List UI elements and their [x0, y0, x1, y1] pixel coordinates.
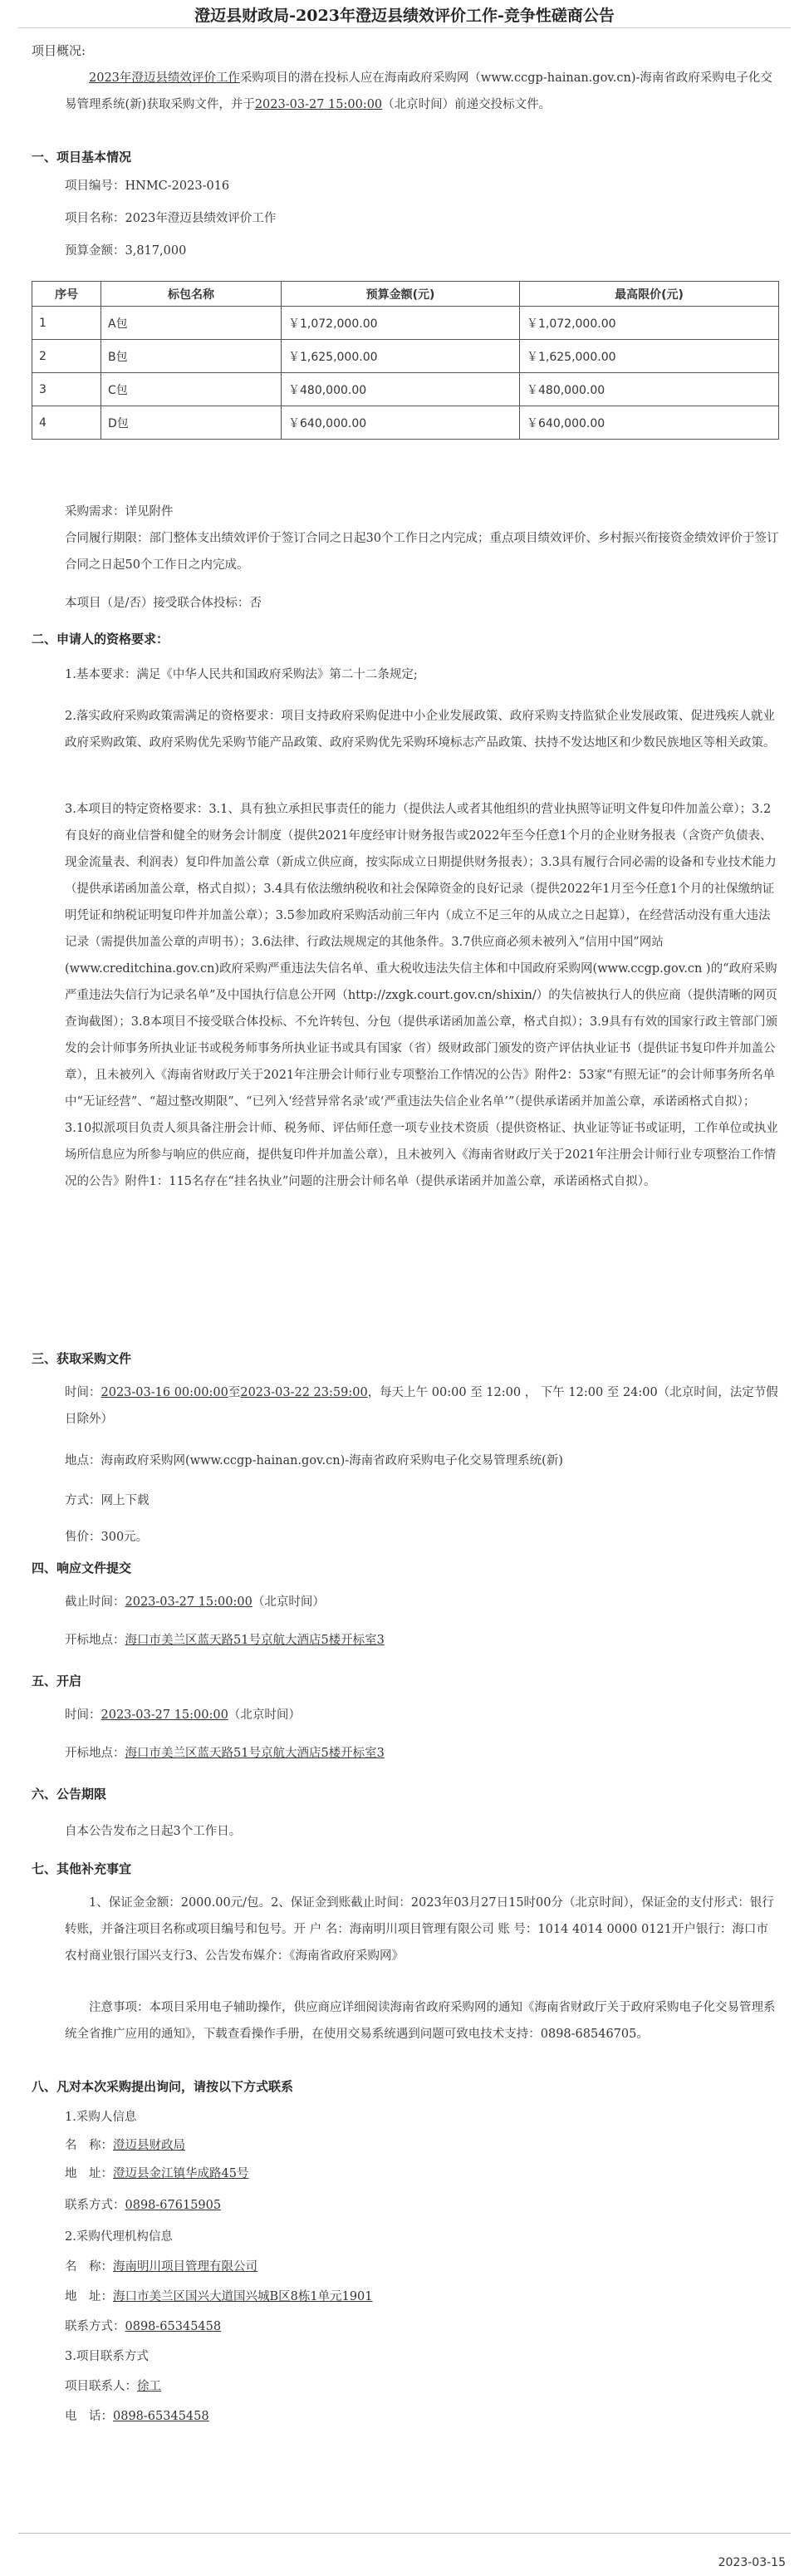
budget-amount: 预算金额：3,817,000: [65, 244, 187, 258]
submit-place: 开标地点：海口市美兰区蓝天路51号京航大酒店5楼开标室3: [65, 1634, 385, 1647]
footer-divider: [18, 2533, 791, 2534]
project-title-link[interactable]: 2023年澄迈县绩效评价工作: [89, 71, 240, 85]
agency-name: 名 称：海南明川项目管理有限公司: [65, 2260, 257, 2274]
purchaser-title: 1.采购人信息: [65, 2111, 137, 2124]
col-lot-name: 标包名称: [101, 282, 282, 307]
project-name: 项目名称：2023年澄迈县绩效评价工作: [65, 212, 277, 225]
contact-person: 项目联系人：徐工: [65, 2380, 161, 2393]
purchase-demand: 采购需求：详见附件: [65, 505, 174, 519]
table-header-row: [32, 282, 779, 307]
contact-title: 3.项目联系方式: [65, 2350, 149, 2363]
deposit-info: 1、保证金金额：2000.00元/包。2、保证金到账截止时间：2023年03月27日15时00分（北京时间），保证金的支付形式：银行转账，并备注项目名称或项目编号和包号。开 户 名：海南明川项目管理有限公司 账 号：1014 4014 0000 0121开户银行：海口市农村商业银行国兴支行3、公告发布媒介：《海南省政府采购网》: [65, 1896, 774, 1963]
acquire-method: 方式：网上下载: [65, 1494, 150, 1507]
lot-table: [32, 281, 779, 440]
contact-phone: 电 话：0898-65345458: [65, 2410, 209, 2423]
overview-heading: 项目概况:: [32, 43, 86, 58]
agency-phone: 联系方式：0898-65345458: [65, 2320, 222, 2333]
contract-period: 合同履行期限：部门整体支出绩效评价于签订合同之日起30个工作日之内完成；重点项目绩效评价、乡村振兴衔接资金绩效评价于签订合同之日起50个工作日之内完成。: [65, 532, 779, 572]
section-1-heading: 一、项目基本情况: [32, 150, 132, 165]
agency-title: 2.采购代理机构信息: [65, 2230, 173, 2244]
qualification-specific: 3.本项目的特定资格要求：3.1、具有独立承担民事责任的能力（提供法人或者其他组织的营业执照等证明文件复印件加盖公章）；3.2有良好的商业信誉和健全的财务会计制度（提供2021年度经审计财务报告或2022年至今任意1个月的企业财务报表（含资产负债表、现金流量表、利润表）复印件加盖公章（新成立供应商，按实际成立日期提供财务报表）；3.3具有履行合同必需的设备和专业技术能力（提供承诺函加盖公章，格式自拟）；3.4具有依法缴纳税收和社会保障资金的良好记录（提供2022年1月至今任意1个月的社保缴纳证明凭证和纳税证明复印件并加盖公章）；3.5参加政府采购活动前三年内（成立不足三年的从成立之日起算），在经营活动没有重大违法记录（需提供加盖公章的声明书）；3.6法律、行政法规规定的其他条件。3.7供应商必须未被列入“信用中国”网站(www.creditchina.gov.cn)政府采购严重违法失信名单、重大税收违法失信主体和中国政府采购网(www.ccgp.gov.cn )的“政府采购严重违法失信行为记录名单”及中国执行信息公开网（http://zxgk.court.gov.cn/shixin/）的失信被执行人的供应商（提供清晰的网页查询截图）；3.8本项目不接受联合体投标、不允许转包、分包（提供承诺函加盖公章，格式自拟）；3.9具有有效的国家行政主管部门颁发的会计师事务所执业证书或税务师事务所执业证书或具有国家（省）级财政部门颁发的资产评估执业证书（提供证书复印件并加盖公章），且未被列入《海南省财政厅关于2021年注册会计师行业专项整治工作情况的公告》附件2：53家“有照无证”的会计师事务所名单中“无证经营”、“超过整改期限”、“已列入‘经营异常名录’或‘严重违法失信企业名单’”（提供承诺函并加盖公章，承诺函格式自拟）；3.10拟派项目负责人须具备注册会计师、税务师、评估师任意一项专业技术资质（提供资格证、执业证等证书或证明，工作单位或执业场所信息应为所参与响应的供应商，提供复印件并加盖公章），且未被列入《海南省财政厅关于2021年注册会计师行业专项整治工作情况的公告》附件1：115名存在“挂名执业”问题的注册会计师名单（提供承诺函并加盖公章，承诺函格式自拟）。: [65, 803, 778, 1188]
publish-date: 2023-03-15: [718, 2556, 786, 2569]
col-index: 序号: [32, 282, 101, 307]
opening-time: 时间：2023-03-27 15:00:00（北京时间）: [65, 1708, 301, 1722]
title-divider: [18, 27, 791, 28]
submit-deadline: 截止时间：2023-03-27 15:00:00（北京时间）: [65, 1595, 325, 1609]
purchaser-address: 地 址：澄迈县金江镇华成路45号: [65, 2167, 249, 2180]
agency-address: 地 址：海口市美兰区国兴大道国兴城B区8栋1单元1901: [65, 2290, 373, 2303]
project-number: 项目编号：HNMC-2023-016: [65, 179, 230, 193]
overview-text: 2023年澄迈县绩效评价工作采购项目的潜在投标人应在海南政府采购网（www.ccgp-hainan.gov.cn)-海南省政府采购电子化交易管理系统(新)获取采购文件，并于2023-03-27 15:00:00（北京时间）前递交投标文件。: [65, 71, 772, 111]
section-7-heading: 七、其他补充事宜: [32, 1861, 132, 1876]
qualification-basic: 1.基本要求：满足《中华人民共和国政府采购法》第二十二条规定;: [65, 668, 418, 681]
submission-deadline: 2023-03-27 15:00:00: [254, 98, 383, 111]
section-6-heading: 六、公告期限: [32, 1787, 107, 1802]
section-4-heading: 四、响应文件提交: [32, 1561, 132, 1576]
table-row: 1 A包 ￥1,072,000.00 ￥1,072,000.00: [32, 307, 779, 340]
section-3-heading: 三、获取采购文件: [32, 1351, 132, 1366]
table-row: 4 D包 ￥640,000.00 ￥640,000.00: [32, 406, 779, 440]
page-title: 澄迈县财政局-2023年澄迈县绩效评价工作-竞争性磋商公告: [194, 7, 615, 25]
section-8-heading: 八、凡对本次采购提出询问，请按以下方式联系: [32, 2079, 294, 2094]
col-budget: 预算金额(元): [282, 282, 520, 307]
qualification-policy: 2.落实政府采购政策需满足的资格要求：项目支持政府采购促进中小企业发展政策、政府采购支持监狱企业发展政策、促进残疾人就业政府采购政策、政府采购优先采购节能产品政策、政府采购优先采购环境标志产品政策、扶持不发达地区和少数民族地区等相关政策。: [65, 710, 776, 750]
announcement-period: 自本公告发布之日起3个工作日。: [65, 1825, 242, 1838]
acquire-time: 时间：2023-03-16 00:00:00至2023-03-22 23:59:00，每天上午 00:00 至 12:00 ， 下午 12:00 至 24:00（北京时间，法定节假日除外）: [65, 1386, 778, 1426]
consortium-note: 本项目（是/否）接受联合体投标：否: [65, 597, 262, 610]
table-row: 3 C包 ￥480,000.00 ￥480,000.00: [32, 373, 779, 406]
acquire-place: 地点：海南政府采购网(www.ccgp-hainan.gov.cn)-海南省政府采购电子化交易管理系统(新): [65, 1454, 563, 1467]
col-max-price: 最高限价(元): [520, 282, 779, 307]
document-price: 售价：300元。: [65, 1531, 149, 1544]
purchaser-name: 名 称：澄迈县财政局: [65, 2139, 185, 2152]
purchaser-phone: 联系方式：0898-67615905: [65, 2199, 222, 2212]
attention-note: 注意事项：本项目采用电子辅助操作，供应商应详细阅读海南省政府采购网的通知《海南省财政厅关于政府采购电子化交易管理系统全省推广应用的通知》，下载查看操作手册，在使用交易系统遇到问题可致电技术支持：0898-68546705。: [65, 2001, 776, 2041]
section-5-heading: 五、开启: [32, 1674, 82, 1689]
section-2-heading: 二、申请人的资格要求：: [32, 632, 169, 646]
table-row: 2 B包 ￥1,625,000.00 ￥1,625,000.00: [32, 340, 779, 373]
opening-place: 开标地点：海口市美兰区蓝天路51号京航大酒店5楼开标室3: [65, 1747, 385, 1760]
